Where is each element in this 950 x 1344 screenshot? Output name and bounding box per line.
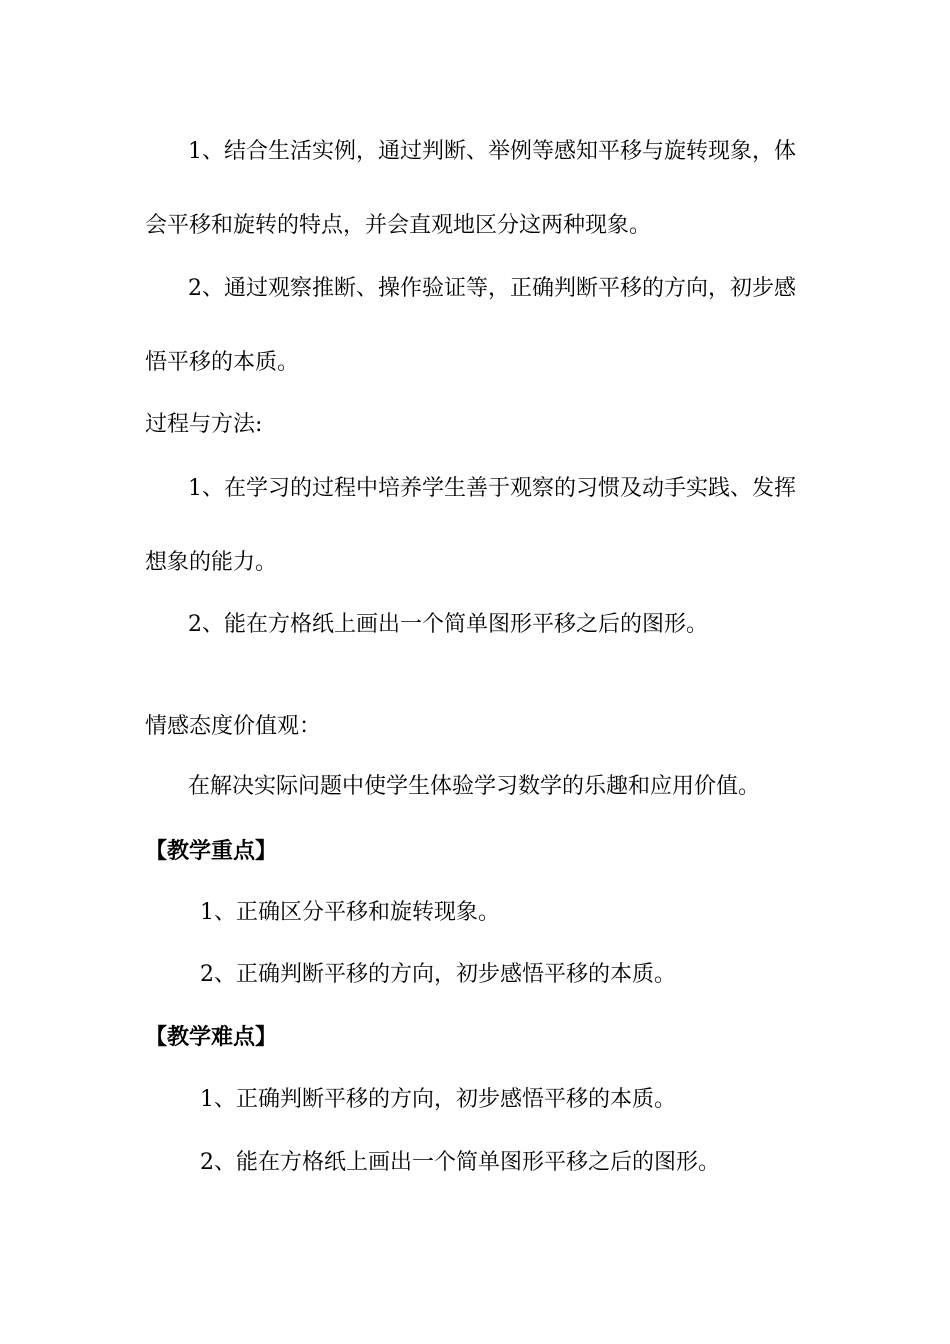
key-points-item1: 1、正确区分平移和旋转现象。	[200, 900, 500, 925]
difficult-points-item1: 1、正确判断平移的方向，初步感悟平移的本质。	[200, 1087, 676, 1112]
key-points-item2: 2、正确判断平移的方向，初步感悟平移的本质。	[200, 962, 676, 987]
process-item1-line2: 想象的能力。	[145, 550, 278, 575]
emotion-heading: 情感态度价值观：	[145, 714, 322, 739]
difficult-points-item2: 2、能在方格纸上画出一个简单图形平移之后的图形。	[200, 1150, 720, 1175]
knowledge-item2-line2: 悟平移的本质。	[145, 350, 300, 375]
key-points-heading: 【教学重点】	[145, 838, 278, 864]
process-heading: 过程与方法:	[145, 412, 263, 437]
knowledge-item2-line1: 2、通过观察推断、操作验证等，正确判断平移的方向，初步感	[188, 276, 796, 301]
process-item2: 2、能在方格纸上画出一个简单图形平移之后的图形。	[188, 612, 708, 637]
difficult-points-heading: 【教学难点】	[145, 1024, 278, 1050]
emotion-text: 在解决实际问题中使学生体验学习数学的乐趣和应用价值。	[188, 774, 761, 799]
process-item1-line1: 1、在学习的过程中培养学生善于观察的习惯及动手实践、发挥	[188, 476, 796, 501]
knowledge-item1-line2: 会平移和旋转的特点，并会直观地区分这两种现象。	[145, 213, 652, 238]
knowledge-item1-line1: 1、结合生活实例，通过判断、举例等感知平移与旋转现象，体	[188, 139, 796, 164]
